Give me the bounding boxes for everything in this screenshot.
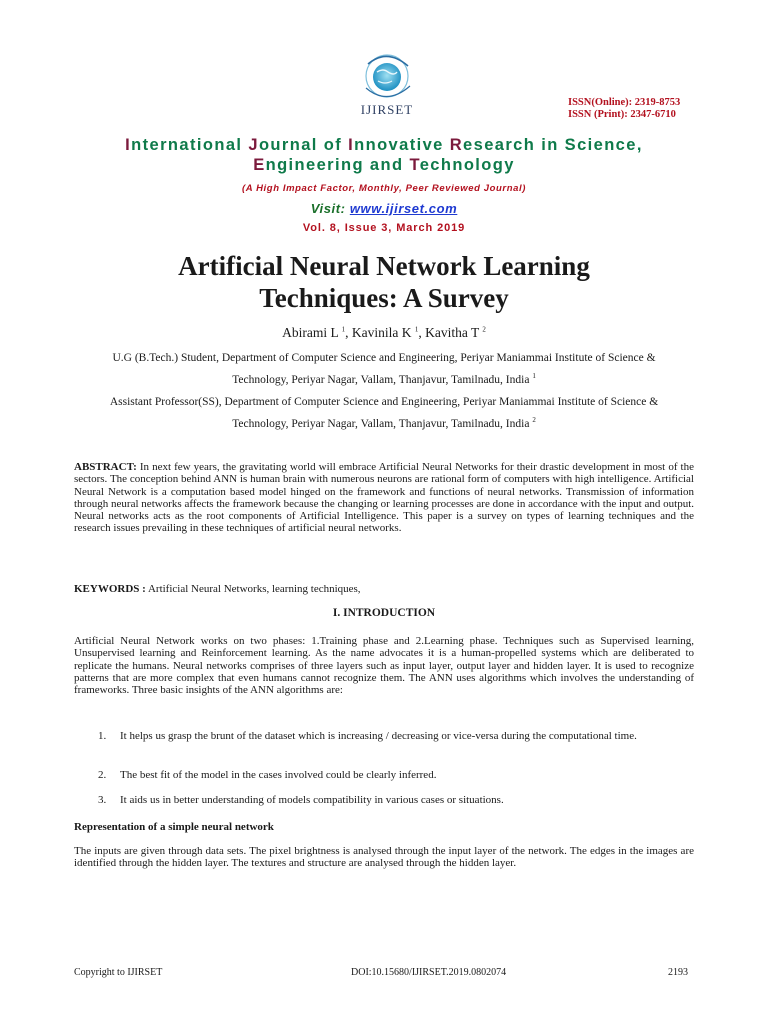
abstract-text: In next few years, the gravitating world will embrace Artificial Neural Networks for their drastic development in most of the sectors. The conception behind ANN is human brain with numerous neurons are rational form of computers with high intelligence. Artificial Neural Network is a computation based model hinged on the framework and functions of neural networks. Transmission of information through neural networks affects the framework because the changing or learning processes are done in accordance with the input and output. Neural networks acts as the root components of Artificial Intelligence. This paper is a survey on types of learning techniques and the research issues prevailing in these techniques of artificial neural networks. — [74, 461, 694, 535]
list-item-number: 2. — [98, 769, 107, 781]
subsection-heading: Representation of a simple neural network — [74, 821, 274, 833]
list-item-text: The best fit of the model in the cases involved could be clearly inferred. — [120, 769, 437, 781]
author-name: , Kavitha T — [418, 325, 483, 340]
issn-print: ISSN (Print): 2347-6710 — [568, 109, 676, 120]
volume-issue: Vol. 8, Issue 3, March 2019 — [302, 222, 466, 234]
journal-name-initial: I — [348, 136, 355, 154]
keywords-label: KEYWORDS : — [74, 583, 146, 595]
author-affiliation-mark: 1 — [341, 325, 346, 334]
footer-doi: DOI:10.15680/IJIRSET.2019.0802074 — [351, 967, 507, 978]
journal-name-initial: T — [409, 156, 420, 174]
paper-title-line2: Techniques: A Survey — [259, 283, 509, 313]
abstract-label: ABSTRACT: — [74, 461, 137, 473]
author-affiliation-mark: 2 — [482, 325, 486, 334]
affiliation-1 — [60, 347, 708, 391]
section-heading-introduction: I. INTRODUCTION — [332, 607, 436, 619]
journal-name-initial: J — [248, 136, 259, 154]
footer-page-number: 2193 — [668, 967, 688, 978]
logo-text: IJIRSET — [360, 102, 414, 117]
journal-name-line1 — [0, 136, 768, 155]
paper-title — [0, 250, 768, 314]
journal-name-initial: E — [253, 156, 266, 174]
affiliation-1-mark: 1 — [532, 372, 536, 381]
keywords-text: Artificial Neural Networks, learning techniques, — [145, 583, 361, 595]
journal-subtitle: (A High Impact Factor, Monthly, Peer Reviewed Journal) — [241, 183, 527, 194]
author-list — [0, 325, 768, 341]
journal-name-text: ngineering and — [265, 156, 410, 174]
list-item-text: It helps us grasp the brunt of the dataset which is increasing / decreasing or vice-versa during the computational time. — [120, 730, 637, 742]
journal-name-text: echnology — [419, 156, 515, 174]
list-item-number: 1. — [98, 730, 107, 742]
journal-name-text: nnovative — [354, 136, 450, 154]
journal-name-initial: I — [125, 136, 132, 154]
visit-label: Visit: — [310, 201, 350, 216]
representation-paragraph: The inputs are given through data sets. The pixel brightness is analysed through the input layer of the network. The edges in the images are identified through the hidden layer. The textures and structure are analysed through the hidden layer. — [74, 845, 694, 870]
list-item-text: It aids us in better understanding of models compatibility in various cases or situations. — [120, 794, 504, 806]
author-affiliation-mark: 1 — [414, 325, 419, 334]
footer-copyright: Copyright to IJIRSET — [74, 967, 163, 978]
author-name: Abirami L — [282, 325, 342, 340]
journal-name-text: ournal of — [258, 136, 349, 154]
journal-name-line2 — [0, 156, 768, 175]
journal-name-initial: R — [449, 136, 464, 154]
globe-logo-icon — [350, 50, 424, 106]
visit-line — [0, 201, 768, 216]
paper-title-line1: Artificial Neural Network Learning — [178, 251, 590, 281]
affiliation-2-line1: Assistant Professor(SS), Department of Computer Science and Engineering, Periyar Maniammai Institute of Science & — [109, 396, 659, 408]
journal-name-text: esearch in Science, — [463, 136, 643, 154]
affiliation-2-mark: 2 — [532, 416, 536, 425]
affiliation-2-line2: Technology, Periyar Nagar, Vallam, Thanjavur, Tamilnadu, India — [232, 418, 533, 430]
journal-website-link[interactable]: www.ijirset.com — [349, 201, 458, 216]
issn-online: ISSN(Online): 2319-8753 — [568, 97, 681, 108]
author-name: , Kavinila K — [345, 325, 415, 340]
affiliation-1-line2: Technology, Periyar Nagar, Vallam, Thanjavur, Tamilnadu, India — [232, 374, 533, 386]
list-item-number: 3. — [98, 794, 107, 806]
abstract — [74, 461, 694, 535]
introduction-paragraph: Artificial Neural Network works on two phases: 1.Training phase and 2.Learning phase. Techniques such as Supervised learning, Unsupervised learning and Reinforcement learning. As the name advocates it is a human-propelled systems which are deliberated to replicate the humans. Neural networks comprises of three layers such as input layer, output layer and hidden layer. It is used to recognize patterns that are more complex that even humans cannot recognize them. The ANN uses algorithms which involves the understanding of frameworks. Three basic insights of the ANN algorithms are: — [74, 635, 694, 697]
keywords — [74, 583, 694, 595]
journal-name-text: nternational — [131, 136, 249, 154]
affiliation-1-line1: U.G (B.Tech.) Student, Department of Computer Science and Engineering, Periyar Maniammai Institute of Science & — [112, 352, 656, 364]
affiliation-2 — [60, 391, 708, 435]
